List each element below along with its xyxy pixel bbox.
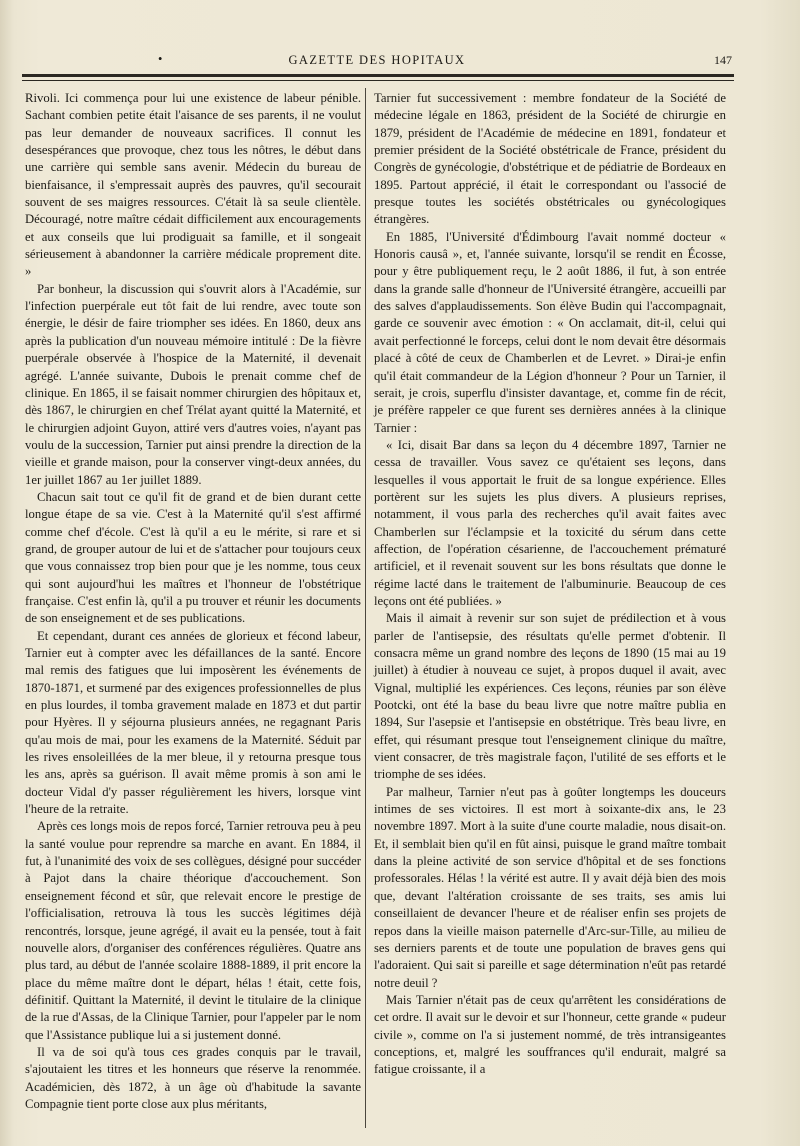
paragraph: Mais Tarnier n'était pas de ceux qu'arrêtent les considérations de cet ordre. Il avait sur le devoir et sur l'honneur, cette grande « pudeur civile », comme on l'a si justement nommé, de très intransigeantes conceptions, et, malgré les souffrances qu'il endurait, malgré sa fatigue croissante, il a [374,992,726,1077]
paragraph: Après ces longs mois de repos forcé, Tarnier retrouva peu à peu la santé voulue pour reprendre sa marche en avant. En 1884, il fut, à l'unanimité des voix de ses collègues, désigné pour succéder à Pajot dans la chaire théorique d'accouchement. Son enseignement fécond et sûr, que relevait encore le prestige de l'officialisation, retrouva là tous les succès légitimes déjà rencontrés, lorsque, jeune agrégé, il avait eu la pensée, tout à fait nouvelle alors, d'organiser des conférences régulières. Quatre ans plus tard, au début de l'année scolaire 1888-1889, il prit encore la place du même maître dont le départ, hélas ! était, cette fois, définitif. Quittant la Maternité, il devint le titulaire de la clinique de la rue d'Assas, de la Clinique Tarnier, pour l'appeler par le nom que l'Assistance publique lui a si justement donné. [25,819,361,1042]
publication-title: GAZETTE DES HOPITAUX [288,53,466,67]
running-head [22,52,732,70]
paragraph: Par malheur, Tarnier n'eut pas à goûter longtemps les douceurs intimes de ses victoires. Il est mort à soixante-dix ans, le 23 novembre 1897. Mort à la suite d'une courte maladie, nous disait-on. Et, il semblait bien qu'il en fût ainsi, puisque le grand maître tombait dans la pleine activité de son service d'hôpital et de ses fonctions professorales. Hélas ! la vérité est autre. Il y avait déjà bien des mois que, devant l'altération croissante de ses traits, ses amis lui conseillaient de devancer l'heure et de réaliser enfin ses projets de repos dans la vieille maison paternelle d'Arc-sur-Tille, au milieu de ses derniers parents et de toute une population de braves gens qui l'adoraient. Qui sait si pareille et sage détermination n'eût pas retardé notre deuil ? [374,784,726,990]
paragraph: Tarnier fut successivement : membre fondateur de la Société de médecine légale en 1863, président de la Société de chirurgie en 1879, président de l'Académie de médecine en 1891, fondateur et premier président de la Société obstétricale de France, président du Congrès de gynécologie, d'obstétrique et de pédiatrie de Bordeaux en 1895. Partout apprécié, il était le correspondant ou l'associé de presque toutes les sociétés obstétricales ou gynécologiques étrangères. [374,91,726,227]
right-column [374,90,726,1079]
header-dot: • [158,52,164,66]
paragraph: Chacun sait tout ce qu'il fit de grand et de bien durant cette longue étape de sa vie. C'est à la Maternité qu'il s'est affirmé comme chef d'école. C'est là qu'il a eu le mérite, si rare et si grand, de grouper autour de lui et de s'attacher pour toujours ceux que vous connaissez trop bien pour que je les nomme, tous ceux qui sont aujourd'hui les maîtres et l'honneur de l'obstétrique française. C'est enfin là, qu'il a pu trouver et réunir les documents de son enseignement et de ses publications. [25,489,361,626]
paragraph: Et cependant, durant ces années de glorieux et fécond labeur, Tarnier eut à compter avec les défaillances de la santé. Encore mal remis des fatigues que lui imposèrent les événements de 1870-1871, et surmené par des exigences professionnelles de plus en plus lourdes, il tomba gravement malade en 1873 et dut partir pour Hyères. Il y séjourna plusieurs années, ne regagnant Paris qu'au mois de mai, pour les examens de la Maternité. Séduit par les rives ensoleillées de la mer bleue, il y retourna presque tous les ans, après sa guérison. Il avait même promis à son ami le docteur Vidal d'y passer régulièrement les hivers, lorsque vint l'heure de la retraite. [25,628,361,817]
paragraph: En 1885, l'Université d'Édimbourg l'avait nommé docteur « Honoris causâ », et, l'année suivante, lorsqu'il se rendit en Écosse, pour y être publiquement reçu, le 2 août 1886, il fut, à son entrée dans la grande salle d'honneur de l'Université étrangère, accueilli par des salves d'applaudissements. Son élève Budin qui l'accompagnait, garde ce souvenir avec émotion : « On acclamait, dit-il, celui qui avait perfectionné le forceps, celui dont le nom devait être désormais placé à côté de ceux de Chamberlen et de Levret. » Dirai-je enfin qu'il était commandeur de la Légion d'honneur ? Pour un Tarnier, il serait, je crois, superflu d'insister davantage, et, comme fin de récit, je préfère rappeler ce que furent ses dernières années à la clinique Tarnier : [374,229,726,435]
paragraph: « Ici, disait Bar dans sa leçon du 4 décembre 1897, Tarnier ne cessa de travailler. Vous savez ce qu'étaient ses leçons, dans lesquelles il vous apportait le fruit de sa longue expérience. Elles portèrent sur les sujets les plus divers. A plusieurs reprises, notamment, il vous parla des recherches qu'il avait faites avec Chamberlen sur l'éclampsie et la toxicité du sérum dans cette affection, de l'opération césarienne, de l'accouchement prématuré artificiel, et il revenait souvent sur les bons résultats que donne le régime lacté dans le traitement de l'albuminurie. Beaucoup de ces leçons ont été publiées. » [374,437,726,608]
paragraph: Rivoli. Ici commença pour lui une existence de labeur pénible. Sachant combien petite était l'aisance de ses parents, il ne voulut pas leur demander de nouveaux sacrifices. Il connut les desespérances que provoque, chez tous les nôtres, le début dans une carrière qui semble sans avenir. Médecin du bureau de bienfaisance, il s'empressait auprès des pauvres, qu'il secourait souvent de ses maigres ressources. C'était là sa seule clientèle. Découragé, notre maître cédait difficilement aux encouragements et aux conseils que lui prodiguait sa famille, et il songeait sérieusement à abandonner la carrière médicale proprement dite. » [25,91,361,279]
left-column [25,90,361,1113]
paragraph: Mais il aimait à revenir sur son sujet de prédilection et à vous parler de l'antisepsie, des résultats qu'elle permet d'obtenir. Il consacra même un grand nombre des leçons de 1890 (15 mai au 19 juillet) à étudier à nouveau ce sujet, à propos duquel il avait, avec Vignal, multiplié les expériences. Ces leçons, réunies par son élève Pootcki, ont été la base du beau livre que notre maître publia en 1894, Sur l'asepsie et l'antisepsie en obstétrique. Très beau livre, en effet, qui résumant presque tout l'enseignement clinique du maître, vient consacrer, de très magistrale façon, l'utilité de ses efforts et le triomphe de ses idées. [374,611,726,782]
paragraph: Par bonheur, la discussion qui s'ouvrit alors à l'Académie, sur l'infection puerpérale eut tôt fait de lui rendre, avec toute son énergie, le désir de faire triompher ses idées. En 1860, deux ans après la publication d'un nouveau mémoire intitulé : De la fièvre puerpérale observée à l'hospice de la Maternité, il devenait agrégé. L'année suivante, Dubois le prenait comme chef de clinique. En 1865, il se faisait nommer chirurgien des hôpitaux et, dès 1867, le chirurgien en chef Trélat ayant quitté la Maternité, et le chirurgien adjoint Guyon, attiré vers d'autres voies, n'ayant pas voulu de la succession, Tarnier put ainsi prendre la direction de la vieille et grande maison, pour la conserver vingt-deux années, du 1er juillet 1867 au 1er juillet 1889. [25,281,361,487]
column-divider [365,88,366,1128]
paragraph: Il va de soi qu'à tous ces grades conquis par le travail, s'ajoutaient les titres et les honneurs que réserve la renommée. Académicien, dès 1872, à un âge où d'habitude la savante Compagnie tient porte close aux plus méritants, [25,1044,361,1111]
header-rule-thick [22,74,734,77]
page-number: 147 [714,53,732,67]
header-rule-thin [22,80,734,81]
